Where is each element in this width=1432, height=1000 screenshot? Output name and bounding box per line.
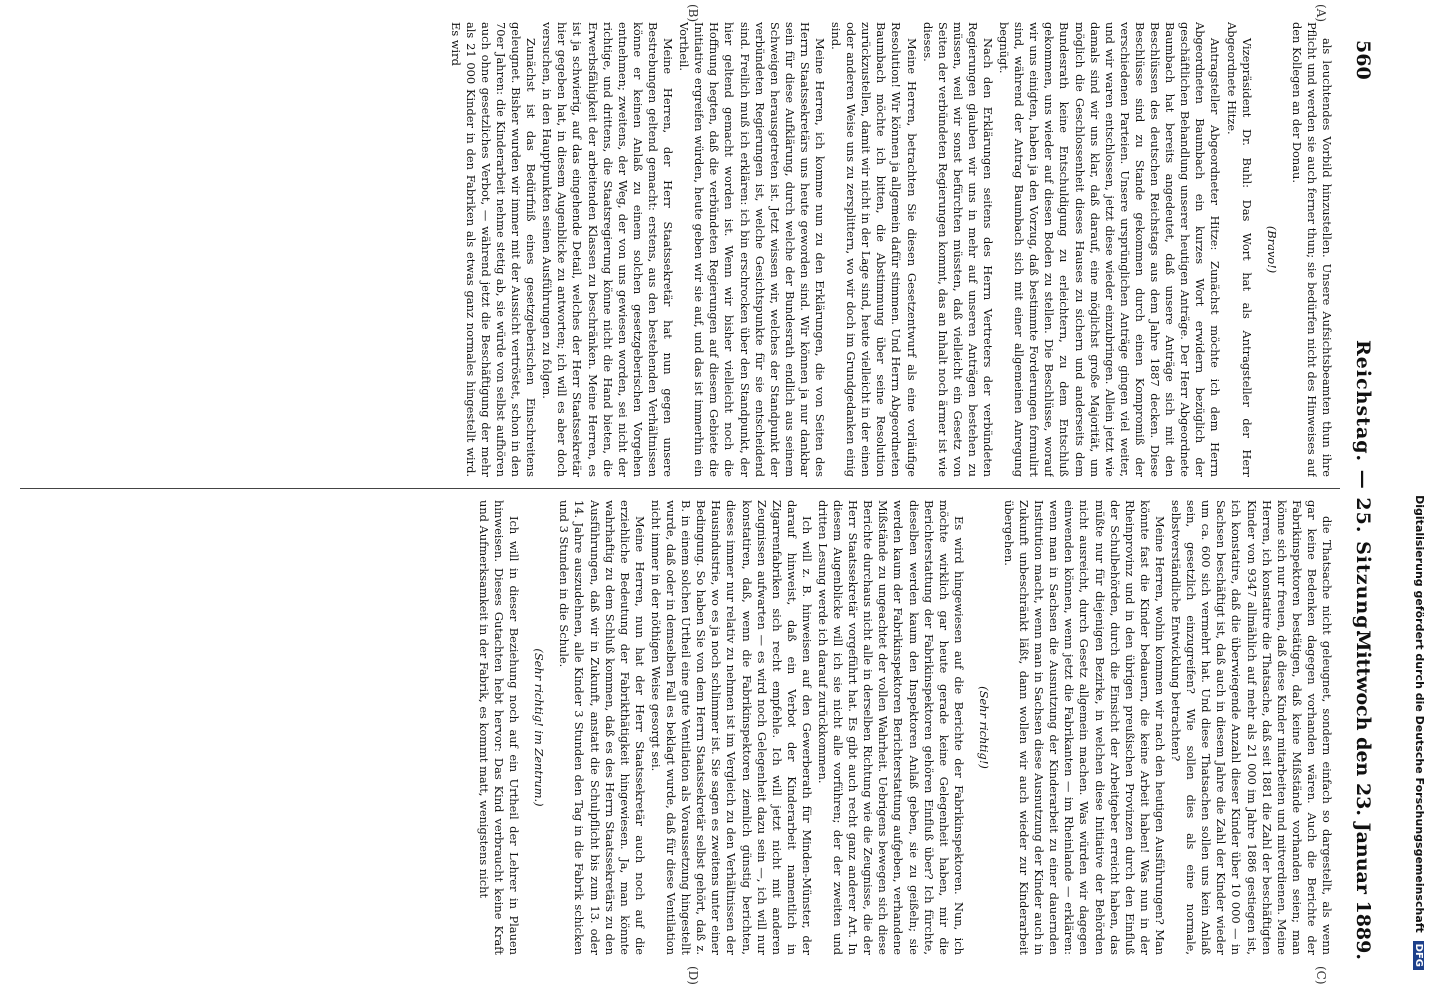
page-title: Reichstag. — 25. Sitzung. [1352, 340, 1374, 638]
footer-text-wrap [1406, 30, 1426, 970]
footer-text: Digitalisierung gefördert durch die Deutsche Forschungsgemeinschaft [1413, 495, 1426, 933]
applause-note: (Sehr richtig! im Zentrum.) [532, 648, 547, 807]
applause-note: (Bravo!) [1264, 225, 1279, 274]
paragraph: Vizepräsident Dr. Buhl: Das Wort hat als Antragsteller der Herr Abgeordnete Hitze. [1224, 22, 1254, 477]
paragraph: Meine Herren, ich komme nun zu den Erklärungen, die von Seiten des Herrn Staatssekretärs uns heute geworden sind. Wir können ja nur dankbar sein für diese Aufklärung, durch welche der Bundesrath endlich aus seinem Schweigen herausgetreten ist. Jetzt wissen wir, welches der Standpunkt der verbündeten Regierungen ist, welche Gesichtspunkte für sie entscheidend sind. Freilich muß ich erklären: ich bin erschrocken über den Standpunkt, der hier geltend gemacht worden ist. Wenn wir bisher vielleicht noch die Hoffnung hegten, daß die verbündeten Regierungen auf diesem Gebiete die Initiative ergreifen würden, heute geben wir sie auf, und das ist immerhin ein Vortheil. [677, 22, 827, 477]
margin-mark-d: (D) [686, 966, 700, 985]
paragraph: die Thatsache nicht geleugnet, sondern einfach so dargestellt, als wenn gar keine Bedenken dagegen vorhanden wären. Auch die Berichte der Fabrikinspektoren bestätigen, daß keine Mißstände vorhanden seien; man könne sich nur freuen, daß diese Kinder mitarbeiten und mitverdienen. Meine Herren, ich konstatire die Thatsache, daß seit 1881 die Zahl der beschäftigten Kinder von 9347 allmählich auf mehr als 21 000 im Jahre 1886 gestiegen ist, ich konstatire, daß die überwiegende Anzahl dieser Kinder über 10 000 — in Sachsen beschäftigt ist, daß auch in diesem Jahre die Zahl der Kinder wieder um ca. 600 sich vermehrt hat. Und diese Thatsachen sollen uns kein Anlaß sein, gesetzlich einzugreifen? Wie sollen dies als eine normale, selbstverständliche Entwicklung betrachten? [1169, 500, 1334, 955]
margin-mark-b: (B) [686, 4, 700, 23]
paragraph: Meine Herren, wohin kommen wir nach den heutigen Ausführungen? Man könnte fast die Kinder bedauern, die keine Arbeit haben! Was nun in der Rheinprovinz und in den übrigen preußischen Provinzen durch den Einfluß der Schulbehörden, durch die Einsicht der Arbeitgeber erreicht haben, das müßte nur für diejenigen Bezirke, in welchen diese Initiative der Behörden nicht ausreicht, durch Gesetz allgemein machen. Was würden wir dagegen einwenden können, wenn jetzt die Fabrikanten — im Rheinlande — erklären: wenn man in Sachsen die Ausnutzung der Kinderarbeit zu einer dauernden Institution macht, wenn man in Sachsen diese Ausnutzung der Kinder auch in Zukunft unbeschränkt läßt, dann wollen wir auch wieder zur Kinderarbeit übergehen. [1002, 500, 1167, 955]
column-divider [20, 488, 1340, 489]
paragraph: Meine Herren, der Herr Staatssekretär hat nun gegen unsere Bestrebungen geltend gemacht: erstens, aus den bestehenden Verhältnissen könne er keinen Anlaß zu einem solchen gesetzgeberischen Vorgehen entnehmen; zweitens, der Weg, der von uns gewiesen worden, sei nicht der richtige, und drittens, die Staatsregierung könne nicht die Hand bieten, die Erwerbsfähigkeit der arbeitenden Klassen zu beschränken. Meine Herren, es ist ja schwierig, auf das eingehende Detail, welches der Herr Staatssekretär hier gegeben hat, in diesem Augenblicke zu antworten; ich will es aber doch versuchen, in den Hauptpunkten seinen Ausführungen zu folgen. [540, 22, 676, 477]
digitization-footer [1406, 30, 1426, 970]
paragraph: als leuchtendes Vorbild hinzustellen. Unsere Aufsichtsbeamten thun ihre Pflicht und werden sie auch ferner thun; sie bedürfen nicht des Hinweises auf den Kollegen an der Donau. [1289, 22, 1334, 477]
paragraph: Meine Herren, betrachten Sie diesen Gesetzentwurf als eine vorläufige Resolution! Wir können ja allgemein dafür stimmen. Und Herrn Abgeordneten Baumbach möchte ich bitten, die Abstimmung über seine Resolution zurückzustellen, damit wir nicht in der Lage sind, heute vielleicht in der einen oder anderen Weise uns zu zersplittern, wo wir doch im Grundgedanken einig sind. [829, 22, 919, 477]
margin-mark-c: (C) [1314, 966, 1328, 985]
margin-mark-a: (A) [1314, 4, 1328, 23]
paragraph: Ich will in dieser Beziehung noch auf ein Urtheil der Lehrer in Plauen hinweisen. Dieses Gutachten hebt hervor: Das Kind verbraucht keine Kraft und Aufmerksamkeit in der Fabrik, es kommt matt, wenigstens nicht [477, 500, 522, 955]
paragraph: Ich will z. B. hinweisen auf den Gewerberath für Minden-Münster, der darauf hinweist, daß ein Verbot der Kinderarbeit namentlich in Zigarrenfabriken sich recht empfehle. Ich will jetzt nicht mit anderen Zeugnissen aufwarten — es wird noch Gelegenheit dazu sein —, ich will nur konstatiren, daß, wenn die Fabrikinspektoren ziemlich günstig berichten, dieses immer nur relativ zu nehmen ist im Vergleich zu den Verhältnissen der Hausindustrie, wo es ja noch schlimmer ist. Sie sagen es zweitens unter einer Bedingung. So haben Sie von dem Herrn Staatssekretär selbst gehört, daß z. B. in einem solchen Urtheil eine gute Ventilation als Voraussetzung hingestellt wurde, daß oder in demselben Fall es beklagt wurde, daß für diese Ventilation nicht immer in der nöthigen Weise gesorgt sei. [648, 500, 814, 955]
paragraph: Zunächst ist das Bedürfniß eines gesetzgeberischen Einschreitens geleugnet. Bisher wurden wir immer mit der Aussicht vertröstet, schon in den 70er Jahren: die Kinderarbeit nehme stetig ab, sie würde von selbst aufhören auch ohne gesetzliches Verbot, — während jetzt die Beschäftigung der mehr als 21 000 Kinder in den Fabriken als etwas ganz normales hingestellt wird. Es wird [448, 22, 539, 477]
page-number: 560 [1352, 40, 1374, 80]
paragraph: Antragsteller Abgeordneter Hitze: Zunächst möchte ich dem Herrn Abgeordneten Baumbach ein kurzes Wort erwidern bezüglich der geschäftlichen Behandlung unserer heutigen Anträge. Der Herr Abgeordnete Baumbach hat bereits angedeutet, daß unsere Anträge sich mit den Beschlüssen des deutschen Reichstags aus dem Jahre 1887 decken. Diese Beschlüsse sind zu Stande gekommen durch einen Kompromiß der verschiedenen Parteien. Unsere ursprünglichen Anträge gingen viel weiter, und wir waren entschlossen, jetzt diese wieder einzubringen. Allein jetzt wie damals sind wir uns klar, daß darauf, eine möglichst große Majorität, um möglich die Geschlossenheit dieses Hauses zu sichern und anderseits dem Bundesrath keine Entschuldigung zu erleichtern, zu dem Entschluß gekommen, uns wieder auf diesen Boden zu stellen. Die Beschlüsse, worauf wir uns einigten, haben ja den Vorzug, daß bestimmte Forderungen formulirt sind, während der Antrag Baumbach sich mit einer allgemeinen Anregung begnügt. [997, 22, 1223, 477]
paragraph: Es wird hingewiesen auf die Berichte der Fabrikinspektoren. Nun, ich möchte wirklich gar heute gerade keine Gelegenheit haben, mir die Berichterstattung der Fabrikinspektoren gehören Einfluß über? Ich fürchte, dieselben werden kaum den Inspektoren Anlaß geben, sie zu geißeln; sie werden kaum der Fabrikinspektoren Berichterstattung aufgeben, verhandene Mißstände zu ungeachtet der vollen Wahrheit. Uebrigens bewegen sich diese Berichte durchaus nicht alle in derselben Richtung wie die Zeugnisse, die der Herr Staatssekretär vorgeführt hat. Es gibt auch recht ganz anderer Art. In diesem Augenblicke will ich sie nicht alle vorführen; der der zweiten und dritten Lesung werde ich darauf zurückkommen. [816, 500, 966, 955]
left-column [24, 22, 1334, 477]
page-date: Mittwoch den 23. Januar 1889. [1352, 630, 1374, 960]
paragraph: Meine Herren, nun hat der Herr Staatssekretär auch noch auf die erziehliche Bedeutung der Fabrikthätigkeit hingewiesen. Ja, man könnte wahrhaftig zu dem Schluß kommen, daß es des Herrn Staatssekretärs zu den Ausführungen, daß wir in Zukunft, anstatt die Schulpflicht bis zum 13. oder 14. Jahre auszudehnen, alle Kinder 3 Stunden den Tag in die Fabrik schicken und 3 Stunden in die Schule. [557, 500, 647, 955]
dfg-logo: DFG [1413, 941, 1424, 970]
page-header [1340, 40, 1374, 960]
paragraph: Nach den Erklärungen seitens des Herrn Vertreters der verbündeten Regierungen glauben wir uns in mehr auf unseren Anträgen bestehen zu müssen, weil wir sonst befürchten müssten, daß vielleicht ein Gesetz von Seiten der verbündeten Regierungen kommt, das an Inhalt noch ärmer ist wie dieses. [920, 22, 996, 477]
applause-note: (Sehr richtig!) [976, 686, 991, 769]
right-column [24, 500, 1334, 955]
